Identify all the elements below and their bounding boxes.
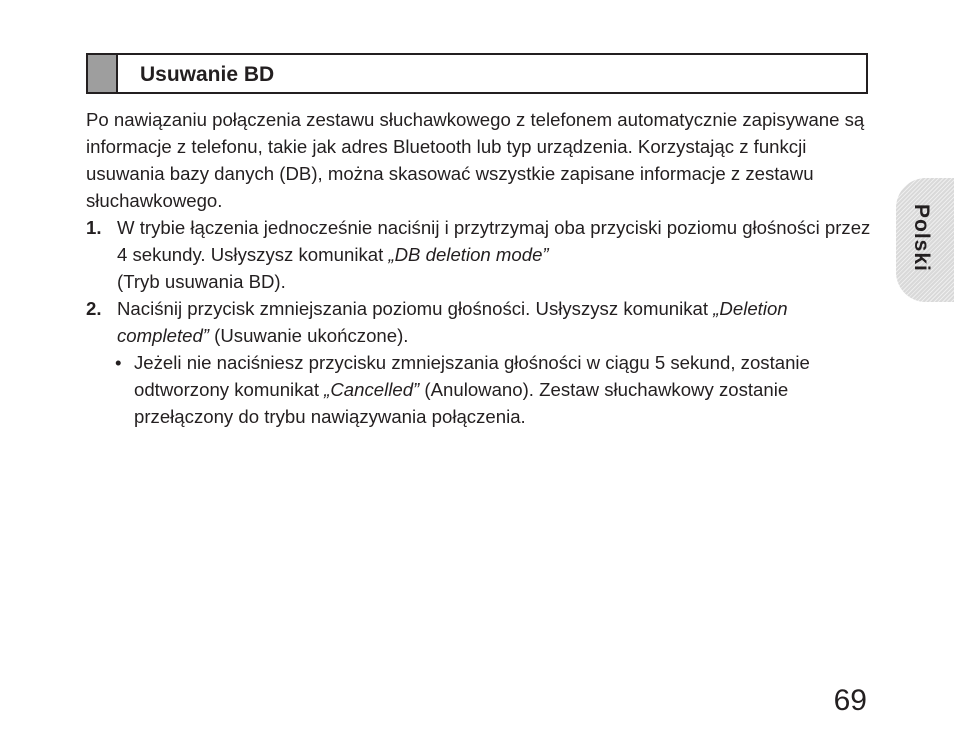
note-bullet	[86, 349, 874, 430]
page-number: 69	[833, 684, 867, 717]
section-header	[86, 53, 868, 94]
language-tab-label: Polski	[910, 204, 933, 272]
bullet-quote: „Cancelled”	[324, 379, 420, 400]
step-quote: „DB deletion mode”	[388, 244, 549, 265]
step-2	[86, 295, 877, 349]
step-text: W trybie łączenia jednocześnie naciśnij i przytrzymaj oba przyciski poziomu głośności przez 4 sekundy. Usłyszysz komunikat	[117, 217, 871, 265]
step-1	[86, 214, 877, 295]
page-content	[86, 106, 886, 430]
step-text-after: (Tryb usuwania BD).	[117, 271, 286, 292]
section-marker	[88, 55, 118, 92]
bullet-text-after: (Anulowano). Zestaw słuchawkowy zostanie przełączony do trybu nawiązywania połączenia.	[134, 379, 789, 427]
bullet-text: Jeżeli nie naciśniesz przycisku zmniejszania głośności w ciągu 5 sekund, zostanie odtworzony komunikat	[134, 352, 810, 400]
section-title: Usuwanie BD	[140, 62, 275, 86]
step-number: 1.	[86, 217, 102, 238]
intro-paragraph: Po nawiązaniu połączenia zestawu słuchawkowego z telefonem automatycznie zapisywane są informacje z telefonu, takie jak adres Bluetooth lub typ urządzenia. Korzystając z funkcji usuwania bazy danych (DB), można skasować wszystkie zapisane informacje z zestawu słuchawkowego.	[86, 109, 865, 211]
bullet-dot: •	[115, 352, 122, 373]
language-tab	[896, 178, 954, 302]
step-number: 2.	[86, 298, 102, 319]
step-text-after: (Usuwanie ukończone).	[208, 325, 409, 346]
step-text: Naciśnij przycisk zmniejszania poziomu głośności. Usłyszysz komunikat	[117, 298, 714, 319]
step-quote: „Deletion completed”	[117, 298, 788, 346]
